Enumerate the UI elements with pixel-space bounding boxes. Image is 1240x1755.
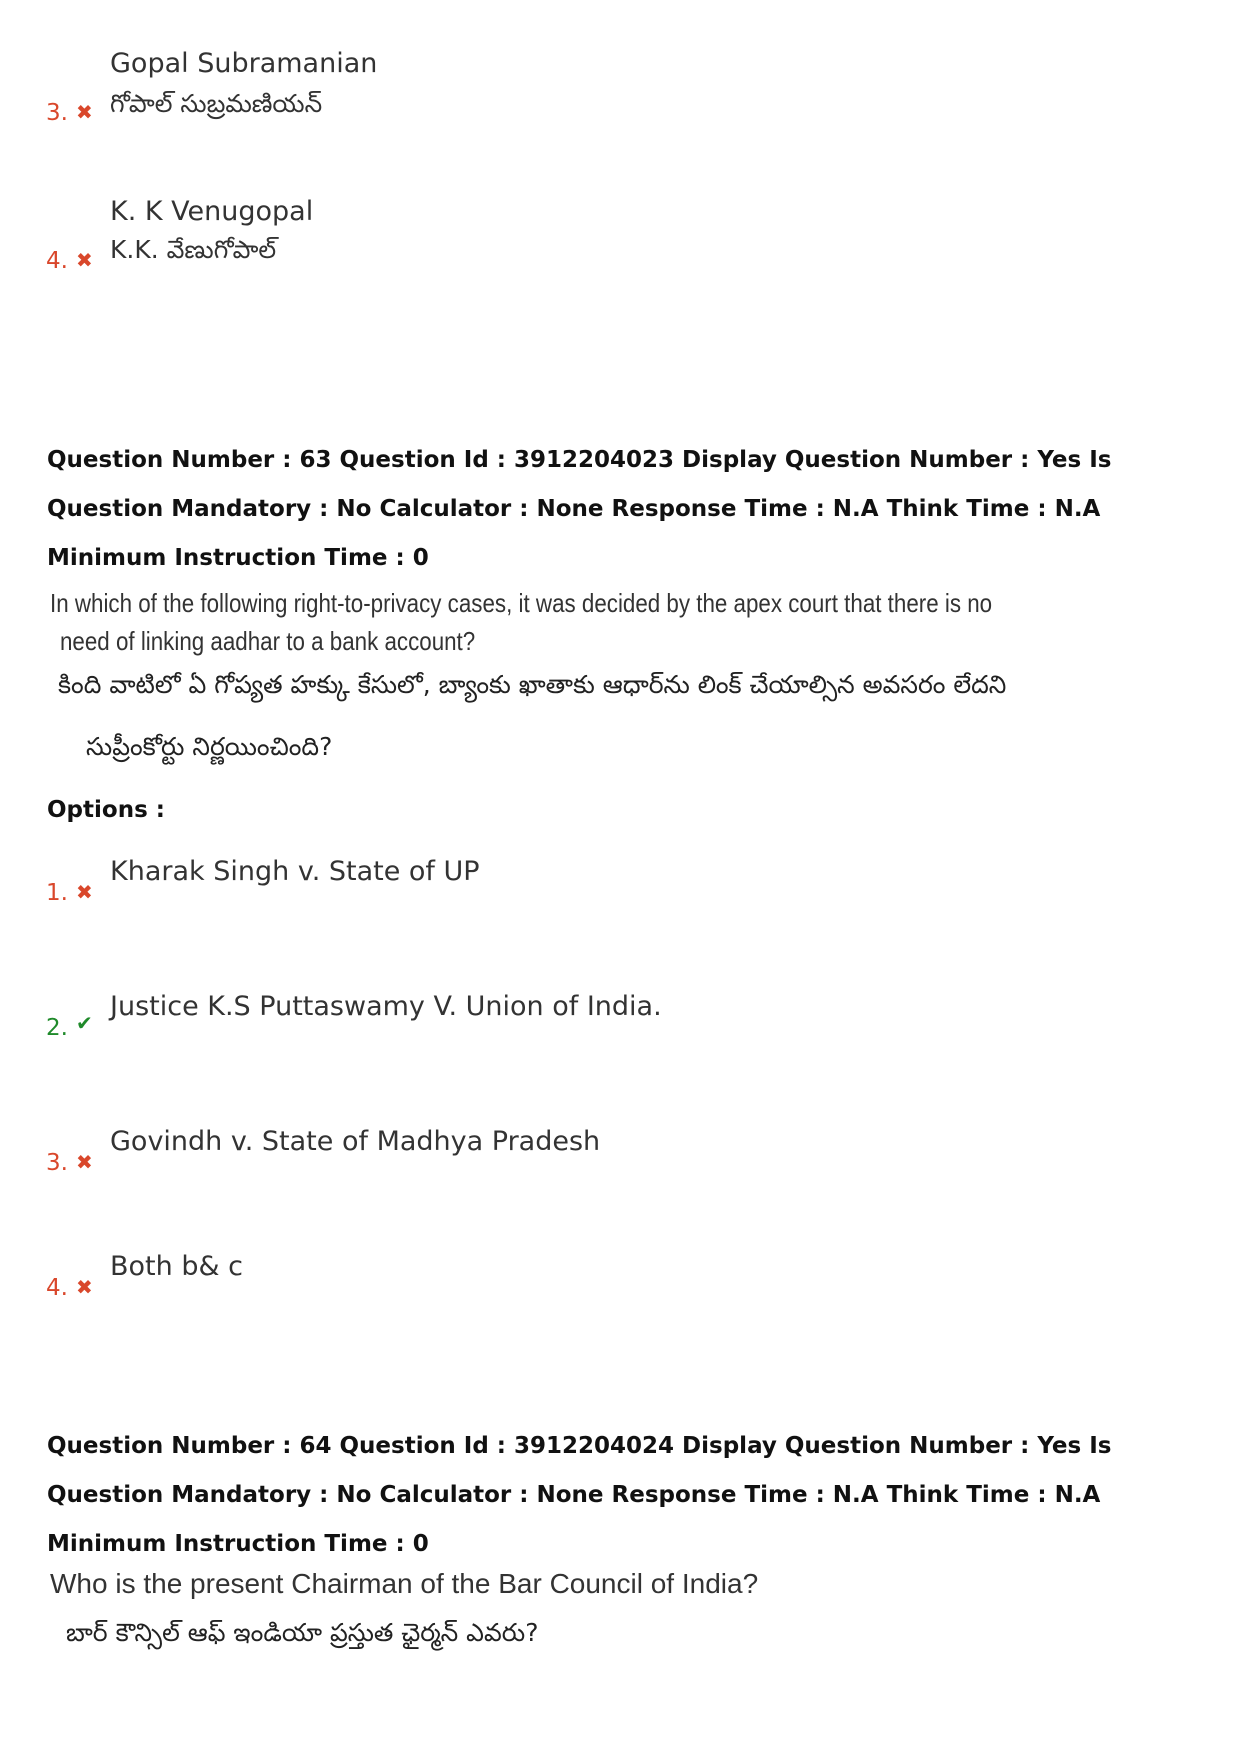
option-number: 4. <box>46 248 68 274</box>
option-3 <box>0 1120 1240 1230</box>
option-number: 3. <box>46 100 68 126</box>
option-number: 2. <box>46 1015 68 1041</box>
option-number: 4. <box>46 1275 68 1301</box>
option-4 <box>0 1245 1240 1355</box>
option-text: Justice K.S Puttaswamy V. Union of India. <box>110 991 662 1022</box>
option-number: 3. <box>46 1150 68 1176</box>
option-text: Both b& c <box>110 1251 243 1282</box>
option-text: Govindh v. State of Madhya Pradesh <box>110 1126 601 1157</box>
wrong-icon: ✖ <box>76 880 93 904</box>
option-text-te: గోపాల్ సుబ్రమణియన్ <box>110 89 323 118</box>
question-meta: Question Number : 63 Question Id : 3912204023 Display Question Number : Yes Is Question Mandatory : No Calculator : None Response Time : N.A Think Time : N.A Minimum Instruction Time : 0 <box>47 447 1112 571</box>
option-text-te: K.K. వేణుగోపాల్ <box>110 235 277 264</box>
wrong-icon: ✖ <box>76 1275 93 1299</box>
option-text: Kharak Singh v. State of UP <box>110 856 480 887</box>
option-2 <box>0 985 1240 1095</box>
wrong-icon: ✖ <box>76 1150 93 1174</box>
question-text-en: Who is the present Chairman of the Bar Council of India? <box>50 1568 759 1599</box>
options-label: Options : <box>47 797 165 823</box>
wrong-icon: ✖ <box>76 100 93 124</box>
question-text-en: In which of the following right-to-privacy cases, it was decided by the apex court that there is no <box>50 588 993 618</box>
question-text-te: కింది వాటిలో ఏ గోప్యత హక్కు కేసులో, బ్యాంకు ఖాతాకు ఆధార్‌ను లింక్ చేయాల్సిన అవసరం లేదని <box>58 670 1007 699</box>
wrong-icon: ✖ <box>76 248 93 272</box>
question-text-en-continued: need of linking aadhar to a bank account? <box>60 626 476 656</box>
prev-option-3 <box>0 40 1240 150</box>
question-meta: Question Number : 64 Question Id : 3912204024 Display Question Number : Yes Is Question Mandatory : No Calculator : None Response Time : N.A Think Time : N.A Minimum Instruction Time : 0 <box>47 1433 1112 1557</box>
prev-option-4 <box>0 188 1240 298</box>
option-1 <box>0 850 1240 960</box>
check-icon: ✔ <box>76 1011 93 1035</box>
option-text-en: K. K Venugopal <box>110 196 314 227</box>
question-text-te-continued: సుప్రీంకోర్టు నిర్ణయించింది? <box>86 732 333 761</box>
question-text-te: బార్ కౌన్సిల్ ఆఫ్ ఇండియా ప్రస్తుత ఛైర్మన్ ఎవరు? <box>66 1618 539 1647</box>
option-text-en: Gopal Subramanian <box>110 48 378 79</box>
option-number: 1. <box>46 880 68 906</box>
